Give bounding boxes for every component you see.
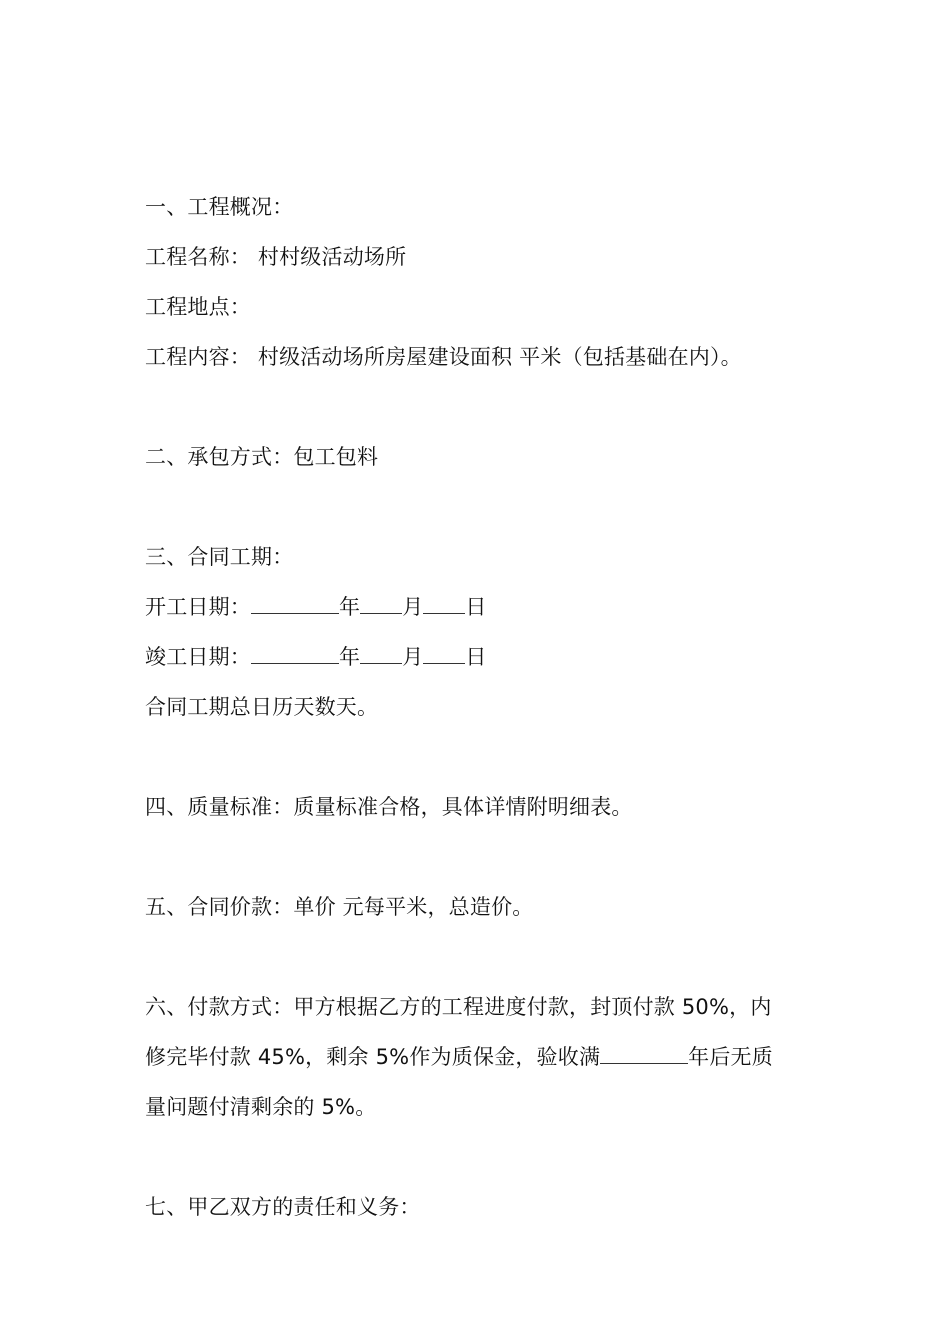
end-day-blank <box>423 637 465 664</box>
project-name-value: 村村级活动场所 <box>257 245 407 269</box>
spacer <box>145 732 825 782</box>
project-content-value: 村级活动场所房屋建设面积 平米（包括基础在内）。 <box>257 345 742 369</box>
year-unit: 年 <box>339 645 361 669</box>
end-month-blank <box>360 637 402 664</box>
month-unit: 月 <box>402 595 424 619</box>
start-year-blank <box>251 587 339 614</box>
section-6-line-2 <box>145 1032 825 1082</box>
project-location-label: 工程地点： <box>145 295 251 319</box>
spacer <box>145 382 825 432</box>
spacer <box>145 932 825 982</box>
total-duration-line: 合同工期总日历天数天。 <box>145 695 379 719</box>
spacer <box>145 832 825 882</box>
day-unit: 日 <box>465 595 487 619</box>
section-6-line-2-tail: 年后无质 <box>688 1045 773 1069</box>
spacer <box>145 482 825 532</box>
section-5-text: 五、合同价款：单价 元每平米，总造价。 <box>145 895 534 919</box>
section-4-text: 四、质量标准：质量标准合格，具体详情附明细表。 <box>145 795 633 819</box>
start-day-blank <box>423 587 465 614</box>
section-1-heading: 一、工程概况： <box>145 195 294 219</box>
section-6-line-2-text: 修完毕付款 45%，剩余 5%作为质保金，验收满 <box>145 1045 601 1069</box>
project-location-line <box>145 282 825 332</box>
section-6-line-1: 六、付款方式：甲方根据乙方的工程进度付款，封顶付款 50%，内 <box>145 995 772 1019</box>
project-content-line <box>145 332 825 382</box>
month-unit: 月 <box>402 645 424 669</box>
start-month-blank <box>360 587 402 614</box>
document-body <box>145 182 825 1232</box>
start-date-line <box>145 582 825 632</box>
day-unit: 日 <box>465 645 487 669</box>
project-name-label: 工程名称： <box>145 245 251 269</box>
start-date-label: 开工日期： <box>145 595 251 619</box>
section-3-heading: 三、合同工期： <box>145 545 294 569</box>
section-7-heading: 七、甲乙双方的责任和义务： <box>145 1195 421 1219</box>
year-unit: 年 <box>339 595 361 619</box>
warranty-years-blank <box>600 1037 688 1064</box>
end-date-label: 竣工日期： <box>145 645 251 669</box>
end-date-line <box>145 632 825 682</box>
spacer <box>145 1132 825 1182</box>
section-6-line-3: 量问题付清剩余的 5%。 <box>145 1095 377 1119</box>
end-year-blank <box>251 637 339 664</box>
section-2-heading: 二、承包方式：包工包料 <box>145 445 379 469</box>
project-content-label: 工程内容： <box>145 345 251 369</box>
project-name-line <box>145 232 825 282</box>
